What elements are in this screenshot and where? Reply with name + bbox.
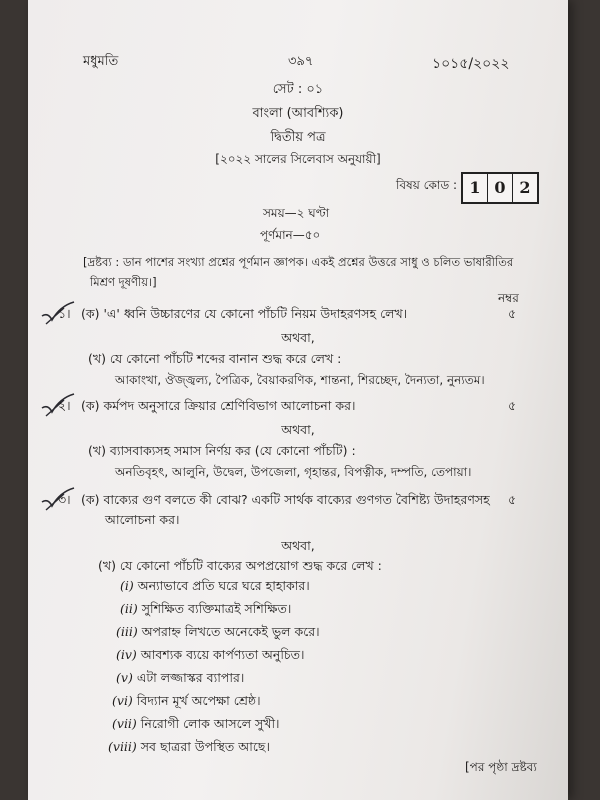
list-item	[120, 578, 310, 598]
exam-paper	[28, 0, 568, 800]
q3-a-text-line-2: আলোচনা কর।	[105, 512, 180, 527]
next-page-note: [পর পৃষ্ঠা দ্রষ্টব্য	[465, 760, 537, 774]
list-item	[116, 624, 320, 644]
q1-a-marks: ৫	[508, 306, 517, 321]
item-text: বিদ্যান মূর্খ অপেক্ষা শ্রেষ্ঠ।	[136, 693, 261, 708]
subject-code-digit: 1	[469, 178, 481, 197]
q1-or: অথবা,	[281, 330, 315, 345]
q3-a-marks: ৫	[508, 492, 517, 507]
item-number: (vii)	[112, 716, 137, 731]
item-number: (ii)	[120, 601, 138, 616]
item-number: (v)	[116, 670, 133, 685]
header-right: ১০১৫/২০২২	[432, 56, 510, 72]
subject-code-label: বিষয় কোড :	[396, 178, 458, 192]
paper-title: দ্বিতীয় পত্র	[270, 130, 326, 145]
header-left: মধুমতি	[83, 54, 119, 69]
list-item	[108, 739, 270, 759]
q3-a-text-line-1: (ক) বাক্যের গুণ বলতে কী বোঝ? একটি সার্থক বাক্যের গুণগত বৈশিষ্ট্য উদাহরণসহ	[81, 492, 490, 507]
full-marks: পূর্ণমান—৫০	[260, 228, 321, 242]
item-text: অপরাহ্ন লিখতে অনেকেই ভুল করে।	[141, 624, 320, 639]
q2-b-text: (খ) ব্যাসবাক্যসহ সমাস নির্ণয় কর (যে কোনো পাঁচটি) :	[88, 443, 356, 458]
q2-or: অথবা,	[281, 422, 315, 437]
q2-a-text: (ক) কর্মপদ অনুসারে ক্রিয়ার শ্রেণিবিভাগ আলোচনা কর।	[81, 398, 356, 413]
item-number: (iii)	[116, 624, 138, 639]
list-item	[116, 670, 244, 690]
subject-code-digit: 0	[487, 174, 512, 202]
subject-code-box	[461, 172, 539, 204]
q3-or: অথবা,	[281, 538, 315, 553]
q1-b-words: আকাংখা, ঔজ্জ্বল্য, পৈত্রিক, বৈয়াকরণিক, শান্তনা, শিরচ্ছেদ, দৈন্যতা, নুন্যতম।	[115, 373, 485, 387]
item-text: সুশিক্ষিত ব্যক্তিমাত্রই সশিক্ষিত।	[141, 601, 292, 616]
exam-time: সময়—২ ঘণ্টা	[263, 206, 330, 220]
q1-b-text: (খ) যে কোনো পাঁচটি শব্দের বানান শুদ্ধ করে লেখ :	[88, 351, 342, 366]
list-item	[120, 601, 291, 621]
item-number: (iv)	[116, 647, 137, 662]
q3-b-text: (খ) যে কোনো পাঁচটি বাক্যের অপপ্রয়োগ শুদ্ধ করে লেখ :	[98, 558, 382, 573]
list-item	[112, 716, 280, 736]
item-text: এটা লজ্জাস্কর ব্যাপার।	[136, 670, 245, 685]
q2-a-marks: ৫	[508, 398, 517, 413]
list-item	[112, 693, 261, 713]
q3-number: ৩।	[58, 492, 71, 507]
item-number: (i)	[120, 578, 134, 593]
item-text: অন্যাভাবে প্রতি ঘরে ঘরে হাহাকার।	[137, 578, 310, 593]
item-number: (viii)	[108, 739, 137, 754]
syllabus-note: [২০২২ সালের সিলেবাস অনুযায়ী]	[215, 152, 381, 166]
instruction-line-2: মিশ্রণ দূষণীয়।]	[90, 275, 157, 289]
item-text: সব ছাত্ররা উপস্থিত আছে।	[140, 739, 270, 754]
marks-header: নম্বর	[498, 291, 519, 305]
item-number: (vi)	[112, 693, 133, 708]
instruction-line-1: [দ্রষ্টব্য : ডান পাশের সংখ্যা প্রশ্নের পূর্ণমান জ্ঞাপক। একই প্রশ্নের উত্তরে সাধু ও চলিত ভাষারীতির	[83, 255, 514, 269]
header-center: ৩৯৭	[288, 54, 314, 69]
subject-title: বাংলা (আবশ্যিক)	[252, 106, 344, 121]
subject-code-digit: 2	[512, 174, 537, 202]
set-number: সেট : ০১	[272, 82, 324, 97]
item-text: আবশ্যক ব্যয়ে কার্পণ্যতা অনুচিত।	[140, 647, 305, 662]
q1-number: ১।	[58, 306, 71, 321]
list-item	[116, 647, 305, 667]
q1-a-text: (ক) 'এ' ধ্বনি উচ্চারণের যে কোনো পাঁচটি নিয়ম উদাহরণসহ লেখ।	[81, 306, 408, 321]
q2-number: ২।	[58, 398, 71, 413]
q2-b-words: অনতিবৃহৎ, আলুনি, উদ্বেল, উপজেলা, গৃহান্তর, বিপত্নীক, দম্পতি, তেপায়া।	[115, 465, 472, 479]
item-text: নিরোগী লোক আসলে সুখী।	[140, 716, 280, 731]
